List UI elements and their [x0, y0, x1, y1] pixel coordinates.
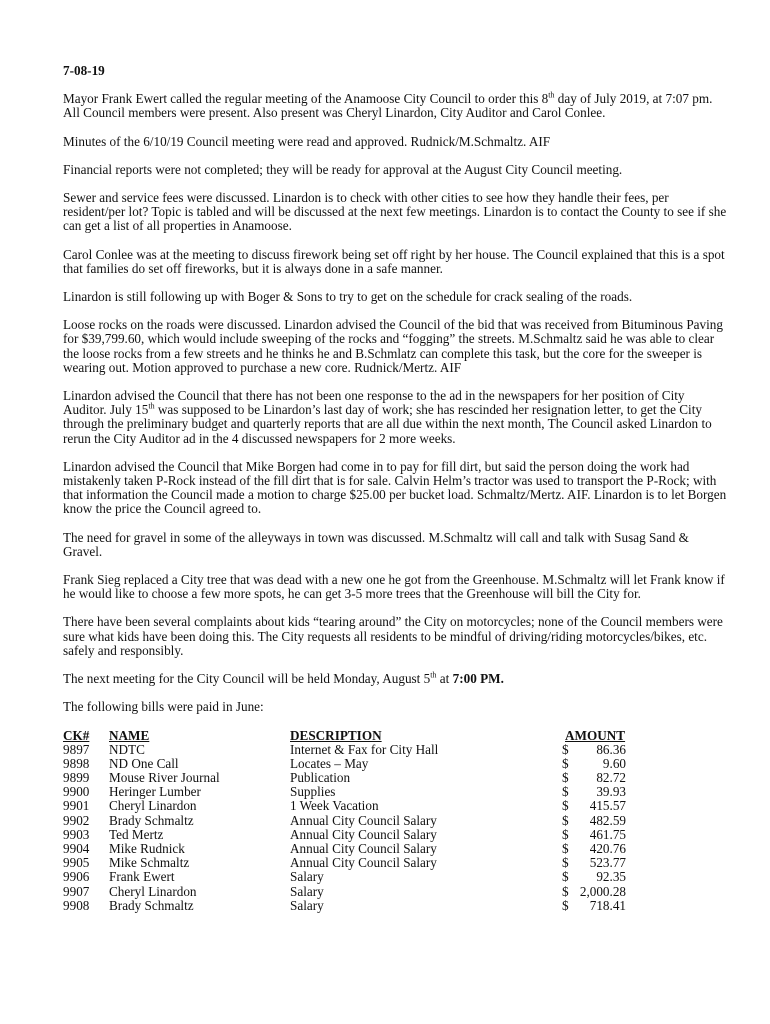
currency-symbol: $	[562, 798, 569, 814]
currency-symbol: $	[562, 784, 569, 800]
paragraph-crack-sealing: Linardon is still following up with Boger & Sons to try to get on the schedule for crack sealing of the roads.	[63, 289, 633, 305]
payee-name: Frank Ewert	[109, 869, 175, 885]
payee-name: NDTC	[109, 741, 145, 757]
payee-name: Cheryl Linardon	[109, 798, 197, 814]
table-row	[63, 799, 728, 813]
bill-amount: 415.57	[589, 798, 626, 814]
paragraph-minutes-approval: Minutes of the 6/10/19 Council meeting were read and approved. Rudnick/M.Schmaltz. AIF	[63, 133, 551, 149]
bill-description: Salary	[290, 897, 324, 913]
bill-amount: 420.76	[589, 841, 626, 856]
bill-description: Publication	[290, 770, 351, 786]
paragraph-city-tree: Frank Sieg replaced a City tree that was dead with a new one he got from the Greenhouse. M.Schmaltz will let Frank know if he would like to choose a few more spots, he can get 3-5 more trees that the Greenhouse will bill the City for.	[63, 572, 725, 602]
table-row	[63, 757, 728, 771]
table-row	[63, 785, 728, 799]
paragraph-call-to-order: Mayor Frank Ewert called the regular meeting of the Anamoose City Council to order this 8th day of July 2019, at 7:07 pm. All Council members were present. Also present was Cheryl Linardon, City Auditor and Carol Conlee.	[63, 90, 713, 121]
check-number: 9899	[63, 770, 90, 786]
bill-amount: 92.35	[596, 869, 626, 885]
payee-name: Mike Schmaltz	[109, 855, 190, 871]
paragraph-next-meeting: The next meeting for the City Council will be held Monday, August 5th at 7:00 PM.	[63, 670, 504, 687]
bills-table	[63, 729, 728, 913]
currency-symbol: $	[562, 826, 569, 842]
table-row	[63, 771, 728, 785]
paragraph-city-auditor: Linardon advised the Council that there has not been one response to the ad in the newspapers for her position of City Auditor. July 15th was supposed to be Linardon’s last day of work; she has rescinded her resignation letter, to get the City through the preliminary budget and quarterly reports that are all due within the next month, The Council asked Linardon to rerun the City Auditor ad in the 4 discussed newspapers for 2 more weeks.	[63, 388, 712, 446]
minutes-document	[63, 64, 728, 913]
table-row	[63, 870, 728, 884]
currency-symbol: $	[562, 770, 569, 786]
bill-description: 1 Week Vacation	[290, 798, 379, 814]
currency-symbol: $	[562, 755, 569, 771]
bill-description: Annual City Council Salary	[290, 841, 437, 856]
payee-name: Mike Rudnick	[109, 841, 185, 856]
bill-amount: 82.72	[596, 770, 626, 786]
table-row	[63, 814, 728, 828]
paragraph-motorcycles: There have been several complaints about kids “tearing around” the City on motorcycles; none of the Council members were sure what kids have been doing this. The City requests all residents to be mindful of driving/riding motorcycles/bikes, etc. safely and responsibly.	[63, 614, 723, 658]
paragraph-bills-intro: The following bills were paid in June:	[63, 699, 264, 715]
header-name: NAME	[109, 727, 150, 743]
bill-amount: 39.93	[596, 784, 626, 800]
header-amount: AMOUNT	[565, 727, 626, 743]
bill-amount: 461.75	[589, 826, 626, 842]
check-number: 9906	[63, 869, 90, 885]
meeting-date: 7-08-19	[63, 63, 105, 78]
bill-description: Annual City Council Salary	[290, 826, 437, 842]
currency-symbol: $	[562, 855, 569, 871]
bill-description: Annual City Council Salary	[290, 812, 437, 828]
bill-amount: 482.59	[589, 812, 626, 828]
check-number: 9904	[63, 841, 90, 856]
check-number: 9903	[63, 826, 90, 842]
table-row	[63, 842, 728, 856]
payee-name: Mouse River Journal	[109, 770, 220, 786]
bill-description: Locates – May	[290, 755, 369, 771]
payee-name: Cheryl Linardon	[109, 883, 197, 899]
table-row	[63, 828, 728, 842]
currency-symbol: $	[562, 812, 569, 828]
paragraph-loose-rocks: Loose rocks on the roads were discussed. Linardon advised the Council of the bid that was received from Bituminous Paving for $39,799.60, which would include sweeping of the rocks and “fogging” the streets. M.Schmaltz said he was able to clear the loose rocks from a few streets and he thinks he and B.Schmlatz can complete this task, but the core for the sweeper is wearing out. Motion approved to purchase a new core. Rudnick/Mertz. AIF	[63, 317, 723, 375]
bills-table-header	[63, 729, 728, 743]
bill-description: Salary	[290, 869, 324, 885]
paragraph-gravel: The need for gravel in some of the alleyways in town was discussed. M.Schmaltz will call and talk with Susag Sand & Gravel.	[63, 529, 689, 559]
bill-description: Annual City Council Salary	[290, 855, 437, 871]
currency-symbol: $	[562, 897, 569, 913]
check-number: 9905	[63, 855, 90, 871]
payee-name: Heringer Lumber	[109, 784, 201, 800]
payee-name: Ted Mertz	[109, 826, 164, 842]
currency-symbol: $	[562, 741, 569, 757]
payee-name: ND One Call	[109, 755, 179, 771]
bill-description: Internet & Fax for City Hall	[290, 741, 439, 757]
table-row	[63, 899, 728, 913]
check-number: 9898	[63, 755, 90, 771]
currency-symbol: $	[562, 869, 569, 885]
bill-amount: 523.77	[589, 855, 626, 871]
paragraph-sewer-fees: Sewer and service fees were discussed. Linardon is to check with other cities to see how they handle their fees, per resident/per lot? Topic is tabled and will be discussed at the next few meetings. Linardon is to contact the County to see if she can get a list of all properties in Anamoose.	[63, 190, 727, 234]
check-number: 9908	[63, 897, 90, 913]
table-row	[63, 856, 728, 870]
table-row	[63, 743, 728, 757]
payee-name: Brady Schmaltz	[109, 897, 194, 913]
bill-amount: 9.60	[602, 755, 626, 771]
bill-description: Supplies	[290, 784, 336, 800]
bill-amount: 86.36	[596, 741, 626, 757]
paragraph-fill-dirt: Linardon advised the Council that Mike Borgen had come in to pay for fill dirt, but said the person doing the work had mistakenly taken P-Rock instead of the fill dirt that is for sale. Calvin Helm’s tractor was used to transport the P-Rock; with that information the Council made a motion to charge $25.00 per bucket load. Schmaltz/Mertz. AIF. Linardon is to let Borgen know the price the Council agreed to.	[63, 458, 727, 517]
paragraph-financial-reports: Financial reports were not completed; they will be ready for approval at the August City Council meeting.	[63, 161, 623, 177]
currency-symbol: $	[562, 841, 569, 856]
bill-amount: 718.41	[589, 897, 626, 913]
bill-description: Salary	[290, 883, 324, 899]
payee-name: Brady Schmaltz	[109, 812, 194, 828]
header-description: DESCRIPTION	[290, 727, 382, 743]
check-number: 9902	[63, 812, 90, 828]
check-number: 9897	[63, 741, 90, 757]
check-number: 9901	[63, 798, 90, 814]
bill-amount: 2,000.28	[579, 883, 626, 899]
currency-symbol: $	[562, 883, 569, 899]
header-ck: CK#	[63, 727, 90, 743]
bills-table-body	[63, 743, 728, 913]
check-number: 9907	[63, 883, 90, 899]
paragraph-fireworks: Carol Conlee was at the meeting to discuss firework being set off right by her house. The Council explained that this is a spot that families do set off fireworks, but it is always done in a safe manner.	[63, 246, 725, 276]
table-row	[63, 885, 728, 899]
check-number: 9900	[63, 784, 90, 800]
